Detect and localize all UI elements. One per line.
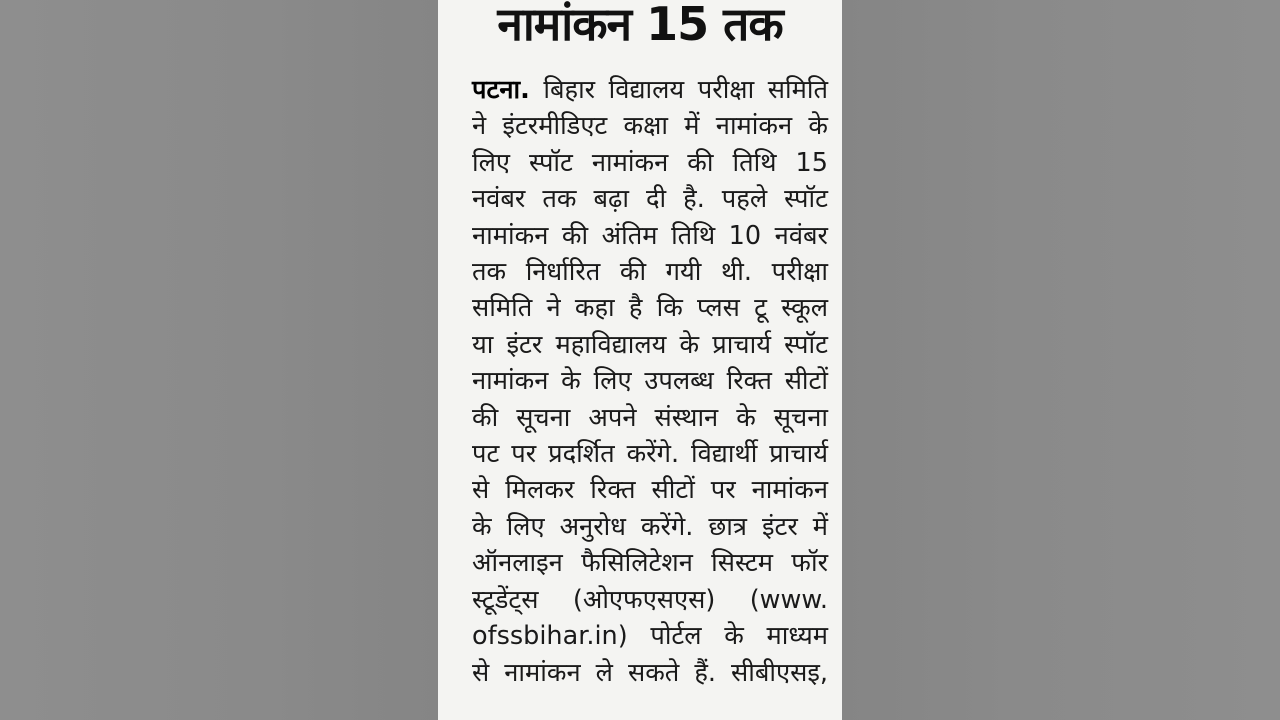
article-line: से नामांकन ले सकते हैं. सीबीएसइ,	[472, 657, 828, 688]
article-headline: नामांकन 15 तक	[497, 0, 783, 51]
article-dateline: पटना.	[472, 75, 530, 105]
article-line: से मिलकर रिक्त सीटों पर नामांकन	[472, 475, 828, 506]
article-line: या इंटर महाविद्यालय के प्राचार्य स्पॉट	[472, 329, 828, 360]
article-body	[472, 72, 828, 691]
article-line: लिए स्पॉट नामांकन की तिथि 15	[472, 147, 828, 178]
article-line: स्टूडेंट्स (ओएफएसएस) (www.	[472, 584, 828, 615]
article-line: ऑनलाइन फैसिलिटेशन सिस्टम फॉर	[472, 548, 828, 579]
article-line	[472, 72, 828, 108]
article-line: समिति ने कहा है कि प्लस टू स्कूल	[472, 293, 828, 324]
article-line: ने इंटरमीडिएट कक्षा में नामांकन के	[472, 111, 828, 142]
article-line: की सूचना अपने संस्थान के सूचना	[472, 402, 828, 433]
article-line: नामांकन के लिए उपलब्ध रिक्त सीटों	[472, 366, 828, 397]
blurred-background-right	[842, 0, 1280, 720]
article-line: तक निर्धारित की गयी थी. परीक्षा	[472, 257, 828, 288]
article-line: के लिए अनुरोध करेंगे. छात्र इंटर में	[472, 511, 828, 542]
article-line: नवंबर तक बढ़ा दी है. पहले स्पॉट	[472, 184, 828, 215]
newspaper-clipping	[438, 0, 842, 720]
blurred-background-left	[0, 0, 438, 720]
article-line-text: बिहार विद्यालय परीक्षा समिति	[543, 75, 828, 105]
article-line: नामांकन की अंतिम तिथि 10 नवंबर	[472, 220, 828, 251]
article-line: पट पर प्रदर्शित करेंगे. विद्यार्थी प्राचार्य	[472, 439, 828, 470]
article-line: ofssbihar.in) पोर्टल के माध्यम	[472, 621, 828, 652]
